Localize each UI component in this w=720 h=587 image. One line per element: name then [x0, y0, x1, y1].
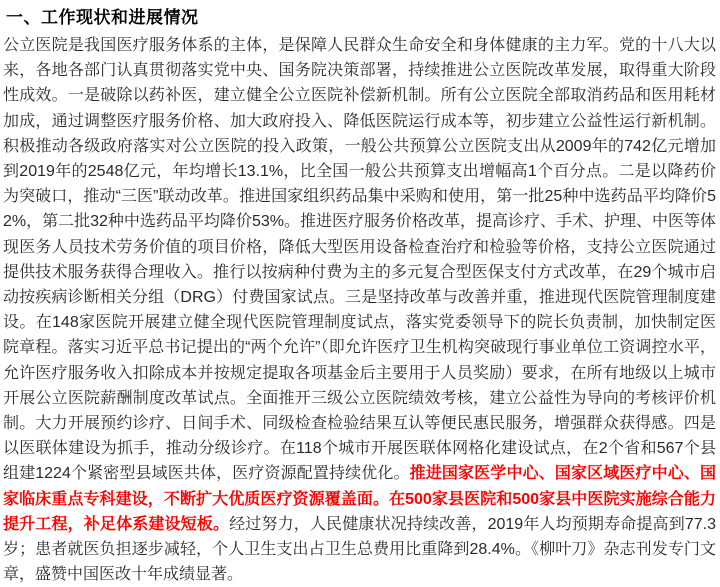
section-heading: 一、工作现状和进展情况 [6, 8, 199, 27]
paragraph-text-run-2: 经过努力，人民健康状况持续改善，2019年人均预期寿命提高到77.3岁；患者就医负担逐步减轻，个人卫生支出占卫生总费用比重降到28.4%。《柳叶刀》杂志刊发专门文章，盛赞中国医改十年成绩显著。 [3, 515, 716, 584]
paragraph-text-run-1: 公立医院是我国医疗服务体系的主体，是保障人民群众生命安全和身体健康的主力军。党的十八大以来，各地各部门认真贯彻落实党中央、国务院决策部署，持续推进公立医院改革发展，取得重大阶段性成效。一是破除以药补医，建立健全公立医院补偿新机制。所有公立医院全部取消药品和医用耗材加成，通过调整医疗服务价格、加大政府投入、降低医院运行成本等，初步建立公益性运行新机制。积极推动各级政府落实对公立医院的投入政策，一般公共预算公立医院支出从2009年的742亿元增加到2019年的2548亿元，年均增长13.1%，比全国一般公共预算支出增幅高1个百分点。二是以降药价为突破口，推动“三医”联动改革。推进国家组织药品集中采购和使用，第一批25种中选药品平均降价52%，第二批32种中选药品平均降价53%。推进医疗服务价格改革，提高诊疗、手术、护理、中医等体现医务人员技术劳务价值的项目价格，降低大型医用设备检查治疗和检验等价格，支持公立医院通过提供技术服务获得合理收入。推行以按病种付费为主的多元复合型医保支付方式改革，在29个城市启动按疾病诊断相关分组（DRG）付费国家试点。三是坚持改革与改善并重，推进现代医院管理制度建设。在148家医院开展建立健全现代医院管理制度试点，落实党委领导下的院长负责制，加快制定医院章程。落实习近平总书记提出的“两个允许”（即允许医疗卫生机构突破现行事业单位工资调控水平，允许医疗服务收入扣除成本并按规定提取各项基金后主要用于人员奖励）要求，在所有地级以上城市开展公立医院薪酬制度改革试点。全面推开三级公立医院绩效考核，建立公益性为导向的考核评价机制。大力开展预约诊疗、日间手术、同级检查检验结果互认等便民惠民服务，增强群众获得感。四是以医联体建设为抓手，推动分级诊疗。在118个城市开展医联体网格化建设试点，在2个省和567个县组建1224个紧密型县域医共体，医疗资源配置持续优化。 [3, 37, 716, 483]
body-paragraph [3, 33, 716, 587]
paragraph-highlight-run: 推进国家医学中心、国家区域医疗中心、国家临床重点专科建设，不断扩大优质医疗资源覆盖面。在500家县医院和500家县中医院实施综合能力提升工程，补足体系建设短板。 [3, 465, 716, 533]
